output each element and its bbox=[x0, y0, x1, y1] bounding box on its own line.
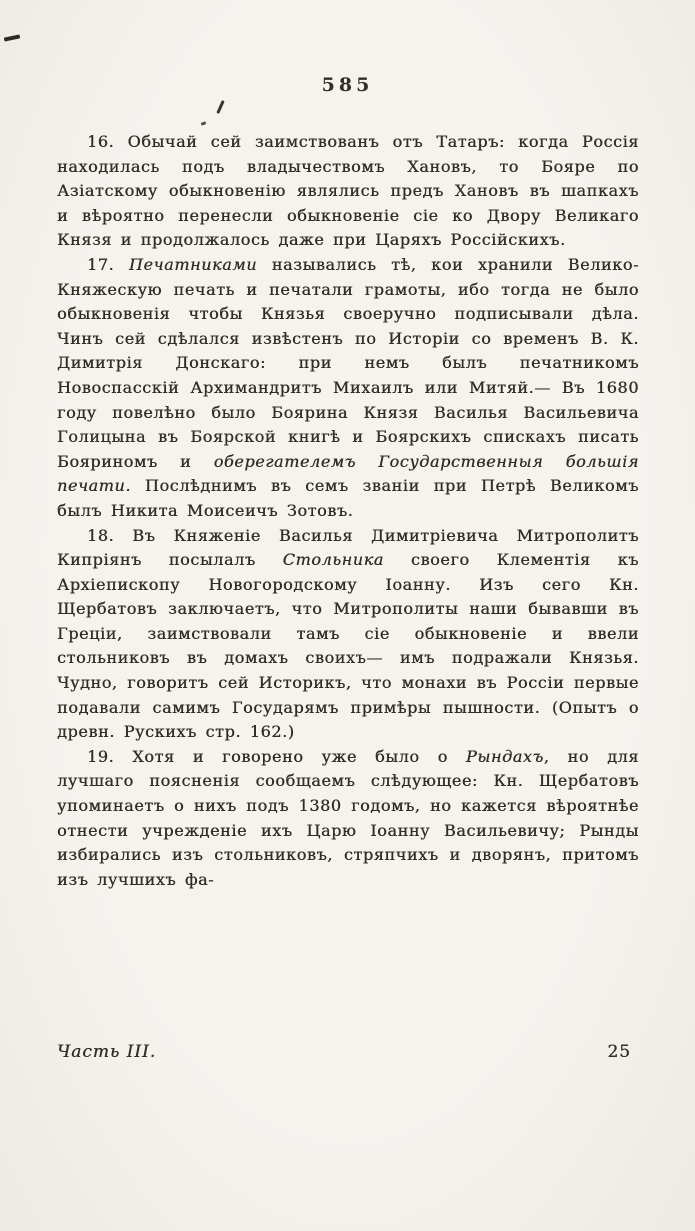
paragraph-run: 17. bbox=[87, 254, 129, 274]
ink-speck bbox=[201, 121, 207, 126]
paragraph-run-italic: Стольника bbox=[282, 550, 384, 570]
paragraph-run: своего Клементія къ Архіепископу Новогородскому Іоанну. Изъ сего Кн. Щербатовъ заключаетъ, что Митрополиты наши бывавши въ Греціи, заимствовали тамъ сіе обыкновеніе и ввели стольниковъ въ домахъ своихъ— имъ подражали Князья. Чудно, говоритъ сей Историкъ, что монахи въ Россіи первые подавали самимъ Государямъ примѣры пышности. (Опытъ о древн. Рускихъ стр. 162.) bbox=[57, 550, 639, 742]
ink-speck bbox=[216, 100, 224, 114]
footer-part-label: Часть III. bbox=[57, 1042, 157, 1062]
paragraph-run: 19. Хотя и говорено уже было о bbox=[87, 746, 466, 766]
paragraph-run-italic: Рындахъ bbox=[465, 746, 544, 766]
page-number: 585 bbox=[321, 74, 374, 96]
text-block bbox=[57, 130, 639, 892]
footer-page-label: 25 bbox=[607, 1042, 631, 1062]
paragraph bbox=[57, 745, 639, 893]
ink-speck bbox=[4, 34, 20, 41]
paragraph bbox=[57, 130, 639, 253]
paragraph-run: 16. Обычай сей заимствованъ отъ Татаръ: когда Россія находилась подъ владычествомъ Хановъ, то Бояре по Азіатскому обыкновенію являлись предъ Хановъ въ шапкахъ и вѣроятно перенесли обыкновеніе сіе ко Двору Великаго Князя и продолжалось даже при Царяхъ Россійскихъ. bbox=[57, 132, 639, 250]
paragraph-run-italic: Печатниками bbox=[128, 254, 258, 274]
paragraph-run: назывались тѣ, кои хранили Велико-Княжескую печать и печатали грамоты, ибо тогда не было обыкновенія чтобы Князья своеручно подписывали дѣла. Чинъ сей сдѣлался извѣстенъ по Исторіи со временъ В. К. Димитрія Донскаго: при немъ былъ печатникомъ Новоспасскій Архимандритъ Михаилъ или Митяй.— Въ 1680 году повелѣно было Боярина Князя Василья Васильевича Голицына въ Боярской книгѣ и Боярскихъ спискахъ писать Бояриномъ и bbox=[57, 254, 640, 471]
paragraph-run-italic: оберегателемъ Государственныя большія печати. bbox=[57, 451, 639, 496]
paragraph bbox=[57, 524, 639, 745]
paragraph-run: 18. Въ Княженіе Василья Димитріевича Митрополитъ Кипріянъ посылалъ bbox=[57, 525, 639, 570]
paragraph bbox=[57, 253, 639, 524]
page-footer bbox=[57, 1042, 639, 1062]
paragraph-run: Послѣднимъ въ семъ званіи при Петрѣ Великомъ былъ Никита Моисеичъ Зотовъ. bbox=[57, 476, 639, 520]
paragraph-run: , но для лучшаго поясненія сообщаемъ слѣдующее: Кн. Щербатовъ упоминаетъ о нихъ подъ 1380 годомъ, но кажется вѣроятнѣе отнести учрежденіе ихъ Царю Іоанну Васильевичу; Рынды избирались изъ стольниковъ, стряпчихъ и дворянъ, притомъ изъ лучшихъ фа- bbox=[57, 746, 640, 889]
